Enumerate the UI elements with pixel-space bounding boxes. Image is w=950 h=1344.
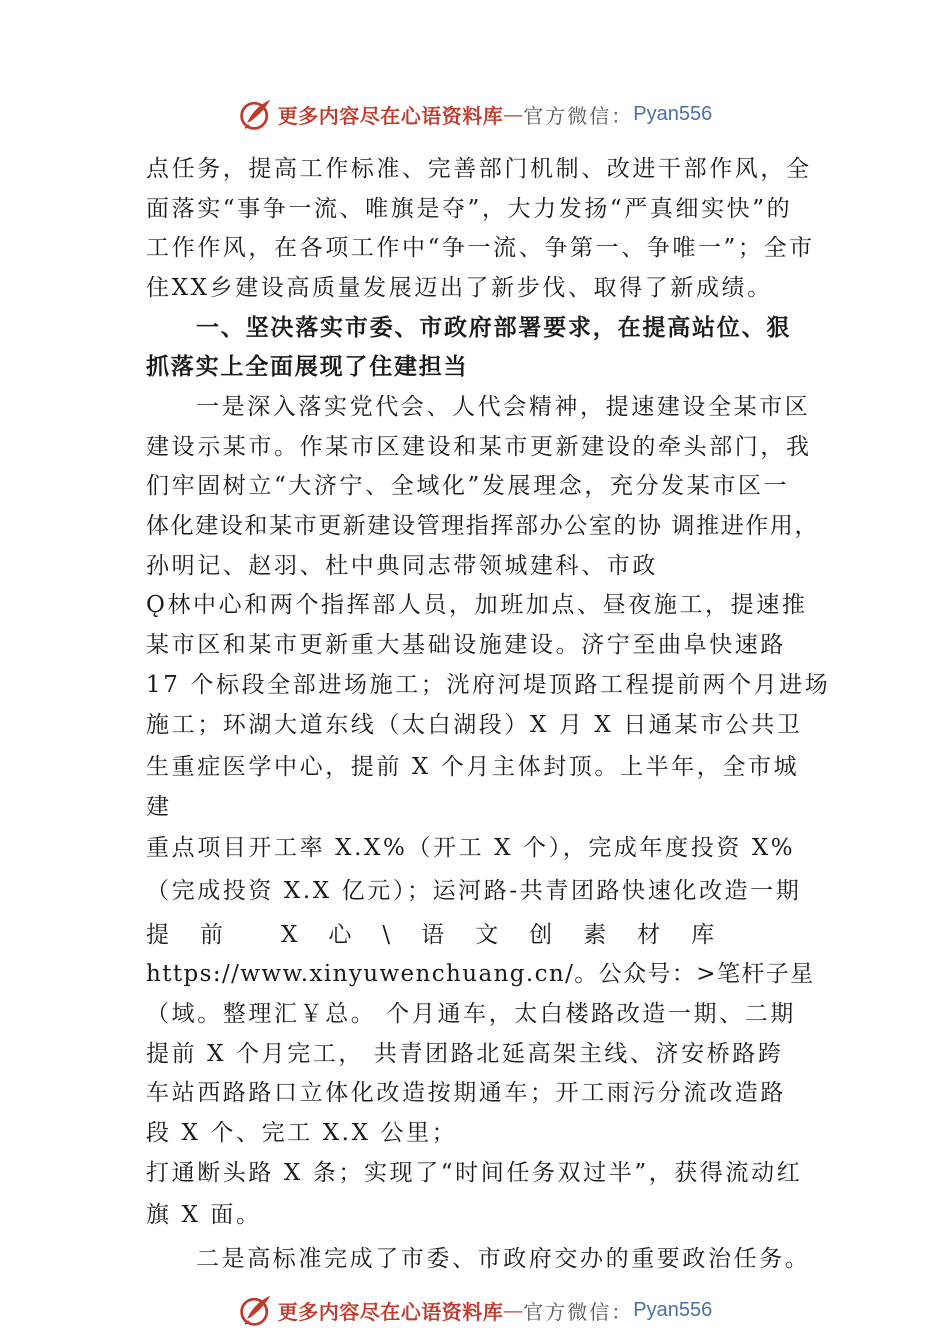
text-line: 二是高标准完成了市委、市政府交办的重要政治任务。	[196, 1246, 811, 1272]
text-line: 打通断头路 X 条；实现了“时间任务双过半”，获得流动红	[146, 1160, 803, 1186]
wechat-id: Pyan556	[633, 102, 713, 125]
text-line: 建	[146, 794, 172, 820]
text-line: （完成投资 X.X 亿元）；运河路-共青团路快速化改造一期	[146, 878, 802, 904]
text-line: 们牢固树立“大济宁、全域化”发展理念，充分发某市区一	[146, 473, 790, 499]
text-line: 点任务，提高工作标准、完善部门机制、改进干部作风，全	[146, 156, 812, 182]
text-line: 某市区和某市更新重大基础设施建设。济宁至曲阜快速路	[146, 632, 786, 658]
text-line: 旗 X 面。	[146, 1202, 262, 1228]
banner-dash: —	[503, 1298, 524, 1322]
text-line: 施工；环湖大道东线（太白湖段）X 月 X 日通某市公共卫	[146, 712, 803, 738]
text-line: 提前 X 个月完工， 共青团路北延高架主线、济安桥路跨	[146, 1041, 784, 1067]
header-banner	[0, 94, 950, 134]
footer-banner	[0, 1290, 950, 1330]
text-line: https://www.xinyuwenchuang.cn/。公众号：>笔杆子星	[146, 961, 815, 987]
section-heading: 抓落实上全面展现了住建担当	[146, 354, 469, 380]
wechat-id: Pyan556	[633, 1298, 713, 1321]
section-heading: 一、坚决落实市委、市政府部署要求，在提高站位、狠	[196, 315, 792, 341]
text-line: （域。整理汇￥总。 个月通车，太白楼路改造一期、二期	[146, 1001, 796, 1027]
text-line: 体化建设和某市更新建设管理指挥部办公室的协 调推进作用，	[146, 513, 820, 539]
quill-logo-icon	[238, 1292, 274, 1328]
quill-logo-icon	[238, 96, 274, 132]
wechat-label: 官方微信：	[523, 1299, 634, 1324]
text-line: 住XX乡建设高质量发展迈出了新步伐、取得了新成绩。	[146, 275, 773, 301]
text-line: 生重症医学中心，提前 X 个月主体封顶。上半年，全市城	[146, 754, 800, 780]
text-line: 车站西路路口立体化改造按期通车；开工雨污分流改造路	[146, 1080, 786, 1106]
text-line: 面落实“事争一流、唯旗是夺”，大力发扬“严真细实快”的	[146, 196, 793, 222]
text-line: 孙明记、赵羽、杜中典同志带领城建科、市政	[146, 553, 658, 579]
brand-text: 更多内容尽在心语资料库	[277, 103, 504, 128]
text-line: 17 个标段全部进场施工；洸府河堤顶路工程提前两个月进场	[146, 672, 831, 698]
text-line: 段 X 个、完工 X.X 公里；	[146, 1120, 458, 1146]
banner-dash: —	[503, 102, 524, 126]
text-line: 一是深入落实党代会、人代会精神，提速建设全某市区	[196, 394, 811, 420]
brand-text: 更多内容尽在心语资料库	[277, 1299, 504, 1324]
text-line: 重点项目开工率 X.X%（开工 X 个），完成年度投资 X%	[146, 835, 796, 861]
text-line: 建设示某市。作某市区建设和某市更新建设的牵头部门，我	[146, 434, 812, 460]
text-line: 提 前 X 心 \ 语 文 创 素 材 库	[146, 922, 719, 948]
text-line: 工作作风，在各项工作中“争一流、争第一、争唯一”；全市	[146, 235, 815, 261]
wechat-label: 官方微信：	[523, 103, 634, 128]
text-line: Ǫ林中心和两个指挥部人员，加班加点、昼夜施工，提速推	[146, 592, 808, 618]
